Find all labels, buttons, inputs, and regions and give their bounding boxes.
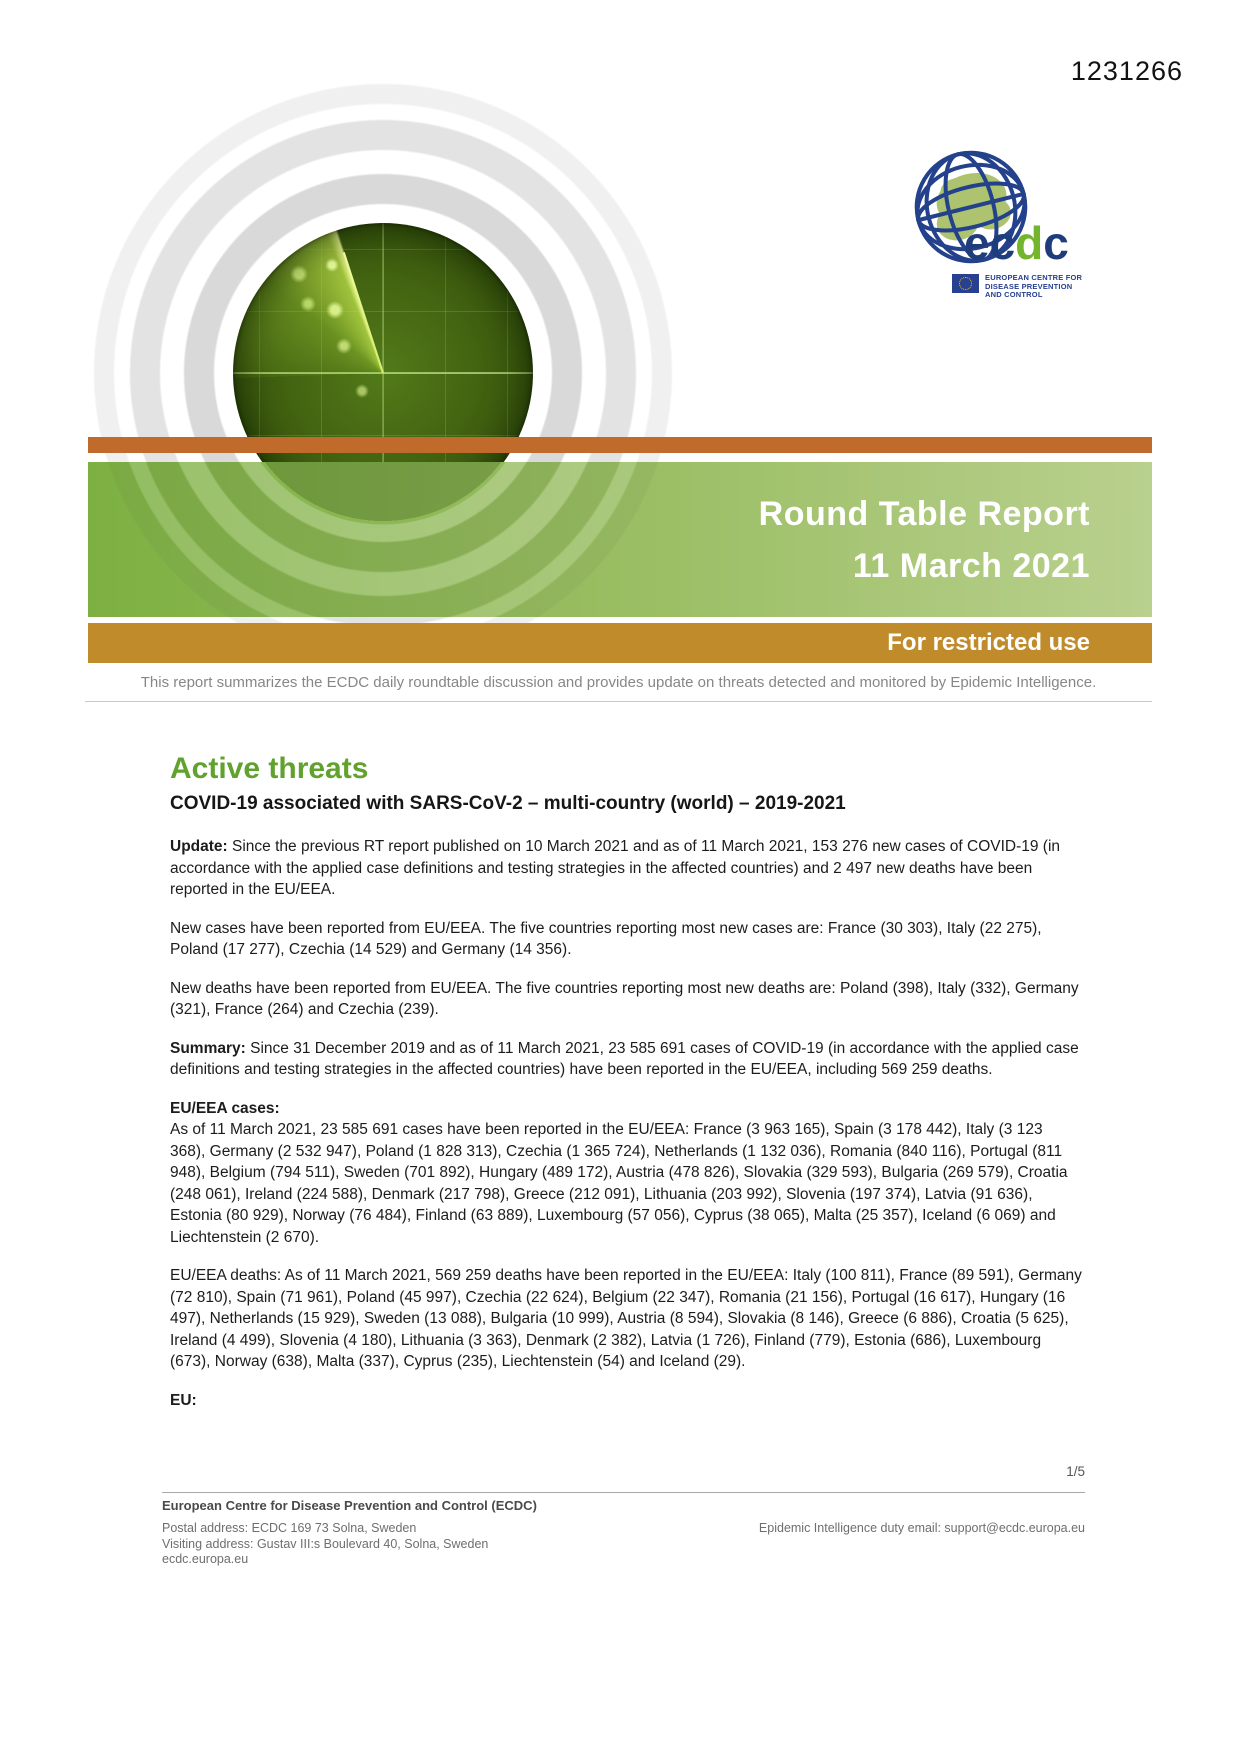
paragraph-new-deaths: New deaths have been reported from EU/EEA. The five countries reporting most new deaths are: Poland (398), Italy (332), Germany (321), France (264) and Czechia (239).: [170, 979, 1079, 1018]
threat-title: COVID-19 associated with SARS-CoV-2 – multi-country (world) – 2019-2021: [170, 793, 846, 814]
wordmark-c: c: [1043, 217, 1069, 269]
eu-flag-icon: [952, 274, 979, 293]
paragraph-update: Update: Since the previous RT report published on 10 March 2021 and as of 11 March 2021, 153 276 new cases of COVID-19 (in accordance with the applied case definitions and testing strategies in the affected countries) and 2 497 new deaths have been reported in the EU/EEA.: [170, 838, 1061, 898]
wordmark-d: d: [1015, 217, 1044, 269]
ecdc-logo: [912, 148, 1087, 303]
tagline-rule: [85, 701, 1152, 702]
paragraph-summary: Summary: Since 31 December 2019 and as of 11 March 2021, 23 585 691 cases of COVID-19 (in accordance with the applied case definitions and testing strategies in the affected countries) have been reported in the EU/EEA, including 569 259 deaths.: [170, 1039, 1079, 1078]
title-banner: [88, 462, 1152, 617]
paragraph-eueea-deaths: EU/EEA deaths: As of 11 March 2021, 569 259 deaths have been reported in the EU/EEA: Italy (100 811), France (89 591), Germany (72 810), Spain (71 961), Poland (45 997), Czechia (22 624), Belgium (22 347), Romania (21 156), Portugal (16 617), Hungary (16 497), Netherlands (15 929), Sweden (13 088), Bulgaria (10 999), Austria (8 594), Slovakia (8 146), Greece (6 886), Croatia (5 625), Ireland (4 499), Slovenia (4 180), Lithuania (3 363), Denmark (2 382), Latvia (1 726), Finland (779), Estonia (686), Luxembourg (673), Norway (638), Malta (337), Cyprus (235), Liechtenstein (54) and Iceland (29).: [170, 1267, 1082, 1370]
paragraph-eueea-cases: EU/EEA cases: As of 11 March 2021, 23 585 691 cases have been reported in the EU/EEA: France (3 963 165), Spain (3 178 442), Italy (3 123 368), Germany (2 532 947), Poland (1 828 313), Czechia (1 365 724), Netherlands (1 132 036), Romania (840 116), Portugal (811 948), Belgium (794 511), Sweden (701 892), Hungary (489 172), Austria (478 826), Slovakia (329 593), Bulgaria (269 579), Croatia (248 061), Ireland (224 588), Denmark (217 798), Greece (212 091), Lithuania (203 992), Slovenia (197 374), Latvia (91 636), Estonia (80 929), Norway (76 484), Finland (63 889), Luxembourg (57 056), Cyprus (38 065), Malta (25 357), Iceland (6 069) and Liechtenstein (2 670).: [170, 1098, 1082, 1249]
report-body: [170, 752, 1082, 1428]
ecdc-caption: EUROPEAN CENTRE FOR DISEASE PREVENTION AND CONTROL: [985, 273, 1083, 299]
footer-organization: European Centre for Disease Prevention and Control (ECDC): [162, 1498, 537, 1513]
section-title: Active threats: [170, 752, 369, 785]
footer-visiting-address: Visiting address: Gustav III:s Boulevard 40, Solna, Sweden: [162, 1536, 489, 1551]
footer-website: ecdc.europa.eu: [162, 1552, 249, 1566]
orange-divider-stripe: [88, 437, 1152, 453]
page-number: 1/5: [1066, 1464, 1085, 1479]
footer-duty-email: Epidemic Intelligence duty email: support@ecdc.europa.eu: [758, 1521, 1085, 1535]
footer-postal-address: Postal address: ECDC 169 73 Solna, Sweden: [162, 1521, 417, 1535]
radar-sweep-line: [343, 252, 384, 373]
eu-heading: EU:: [170, 1391, 197, 1409]
paragraph-new-cases: New cases have been reported from EU/EEA. The five countries reporting most new cases are: France (30 303), Italy (22 275), Poland (17 277), Czechia (14 529) and Germany (14 356).: [170, 919, 1042, 958]
cases-heading: EU/EEA cases:: [170, 1099, 280, 1117]
summary-lead: Summary:: [170, 1039, 246, 1057]
restriction-label: For restricted use: [887, 629, 1090, 656]
ecdc-wordmark: [964, 217, 1087, 269]
wordmark-ec: ec: [964, 217, 1016, 269]
restriction-banner: [88, 623, 1152, 663]
report-title: Round Table Report: [758, 494, 1090, 533]
document-number: 1231266: [1070, 56, 1183, 86]
report-tagline: This report summarizes the ECDC daily roundtable discussion and provides update on threats detected and monitored by Epidemic Intelligence.: [140, 674, 1097, 691]
update-lead: Update:: [170, 838, 228, 855]
footer-rule: [162, 1492, 1085, 1493]
paragraph-eu-heading: [170, 1390, 1082, 1412]
report-date: 11 March 2021: [852, 546, 1090, 585]
